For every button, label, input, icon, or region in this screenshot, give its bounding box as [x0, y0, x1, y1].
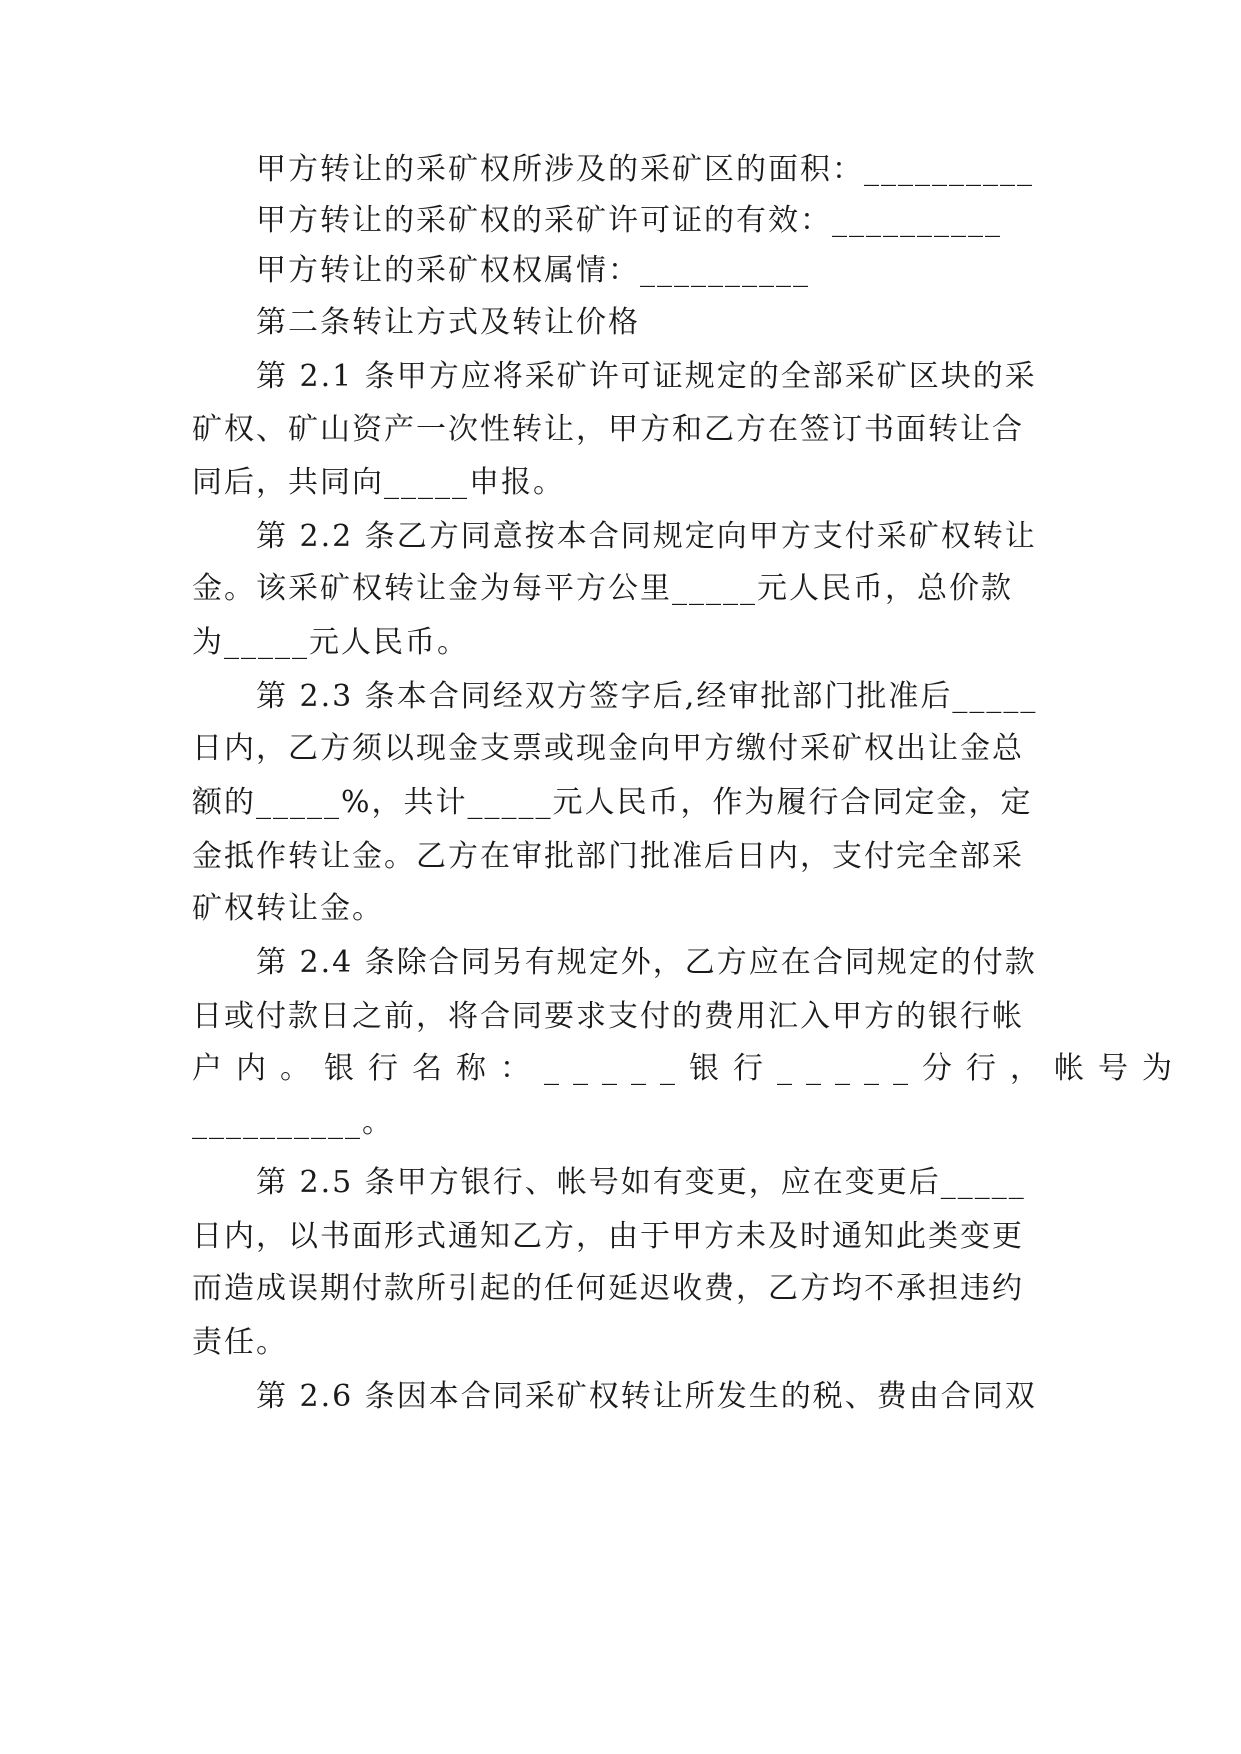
text-line: 第 2.3 条本合同经双方签字后,经审批部门批准后_____ — [256, 679, 1038, 714]
text-line: 为_____元人民币。 — [192, 625, 469, 660]
text-line: __________。 — [192, 1105, 394, 1140]
text-line: 第 2.4 条除合同另有规定外，乙方应在合同规定的付款 — [256, 945, 1037, 980]
text-line: 额的_____%，共计_____元人民币，作为履行合同定金，定 — [192, 785, 1033, 820]
text-line: 户内。银行名称：_____银行_____分行，帐号为 — [192, 1051, 1186, 1086]
text-line: 矿权转让金。 — [192, 891, 384, 926]
text-line: 日内，以书面形式通知乙方，由于甲方未及时通知此类变更 — [192, 1219, 1024, 1254]
text-line: 而造成误期付款所引起的任何延迟收费，乙方均不承担违约 — [192, 1271, 1024, 1306]
text-line: 第 2.2 条乙方同意按本合同规定向甲方支付采矿权转让 — [256, 519, 1037, 554]
text-line: 甲方转让的采矿权权属情：__________ — [256, 253, 810, 288]
text-line: 第 2.5 条甲方银行、帐号如有变更，应在变更后_____ — [256, 1165, 1026, 1200]
text-line: 金抵作转让金。乙方在审批部门批准后日内，支付完全部采 — [192, 839, 1024, 874]
text-line: 同后，共同向_____申报。 — [192, 465, 565, 500]
section-heading: 第二条转让方式及转让价格 — [256, 305, 640, 340]
text-line: 甲方转让的采矿权的采矿许可证的有效：__________ — [256, 203, 1002, 238]
text-line: 矿权、矿山资产一次性转让，甲方和乙方在签订书面转让合 — [192, 412, 1024, 447]
text-line: 第 2.6 条因本合同采矿权转让所发生的税、费由合同双 — [256, 1379, 1037, 1414]
text-line: 日内，乙方须以现金支票或现金向甲方缴付采矿权出让金总 — [192, 731, 1024, 766]
text-line: 责任。 — [192, 1325, 288, 1360]
text-line: 日或付款日之前，将合同要求支付的费用汇入甲方的银行帐 — [192, 999, 1024, 1034]
text-line: 金。该采矿权转让金为每平方公里_____元人民币，总价款 — [192, 571, 1013, 606]
text-line: 第 2.1 条甲方应将采矿许可证规定的全部采矿区块的采 — [256, 359, 1037, 394]
text-line: 甲方转让的采矿权所涉及的采矿区的面积：__________ — [256, 152, 1034, 187]
